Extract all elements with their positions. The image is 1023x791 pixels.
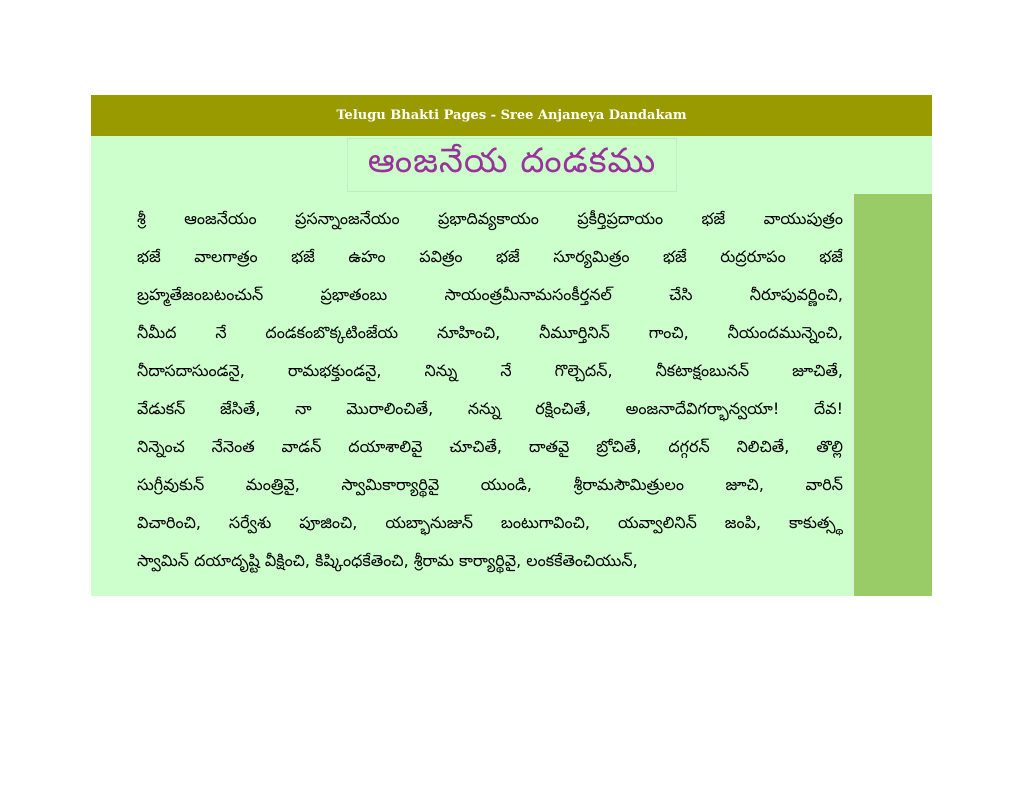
verse-line: నీదాసదాసుండనై, రామభక్తుండనై, నిన్ను నే గొల్చెదన్, నీకటాక్షంబునన్ జూచితే, [137,361,843,380]
title-band [91,136,932,194]
side-bar [854,194,932,596]
verse-body [91,194,854,596]
verse-line: భజే వాలగాత్రం భజే ఉహం పవిత్రం భజే సూర్యమిత్రం భజే రుద్రరూపం భజే [137,247,843,266]
header-bar [91,95,932,136]
title-box [348,139,676,191]
verse-line: నిన్నెంచ నేనెంత వాడన్ దయాశాలివై చూచితే, దాతవై బ్రోచితే, దగ్గరన్ నిలిచితే, తొల్లి [137,437,843,456]
verse-line: సుగ్రీవుకున్ మంత్రివై, స్వామికార్యార్థివై యుండి, శ్రీరామసౌమిత్రులం జూచి, వారిన్ [137,475,843,494]
verse-line: విచారించి, సర్వేశు పూజించి, యబ్భానుజున్ బంటుగావించి, యవ్వాలినిన్ జంపి, కాకుత్స్థ [137,513,843,532]
header-title: Telugu Bhakti Pages - Sree Anjaneya Dandakam [336,108,687,123]
verse-line: స్వామిన్ దయాదృష్టి వీక్షించి, కిష్కింధకేతెంచి, శ్రీరామ కార్యార్థివై, లంకకేతెంచియున్, [137,551,638,570]
verse-line: శ్రీ ఆంజనేయం ప్రసన్నాంజనేయం ప్రభాదివ్యకాయం ప్రకీర్తిప్రదాయం భజే వాయుపుత్రం [137,209,843,228]
verse-line: నీమీద నే దండకంబొక్కటింజేయ నూహించి, నీమూర్తినిన్ గాంచి, నీయందమున్నెంచి, [137,323,843,342]
verse-lines [137,200,843,580]
verse-line: వేడుకన్ జేసితే, నా మొరాలించితే, నన్ను రక్షించితే, అంజనాదేవిగర్భాన్వయా! దేవ! [137,399,843,418]
document-frame [91,95,932,596]
verse-line: బ్రహ్మతేజంబటంచున్ ప్రభాతంబు సాయంత్రమీనామసంకీర్తనల్ చేసి నీరూపువర్ణించి, [137,285,843,304]
page-title: ఆంజనేయ దండకము [367,141,657,181]
